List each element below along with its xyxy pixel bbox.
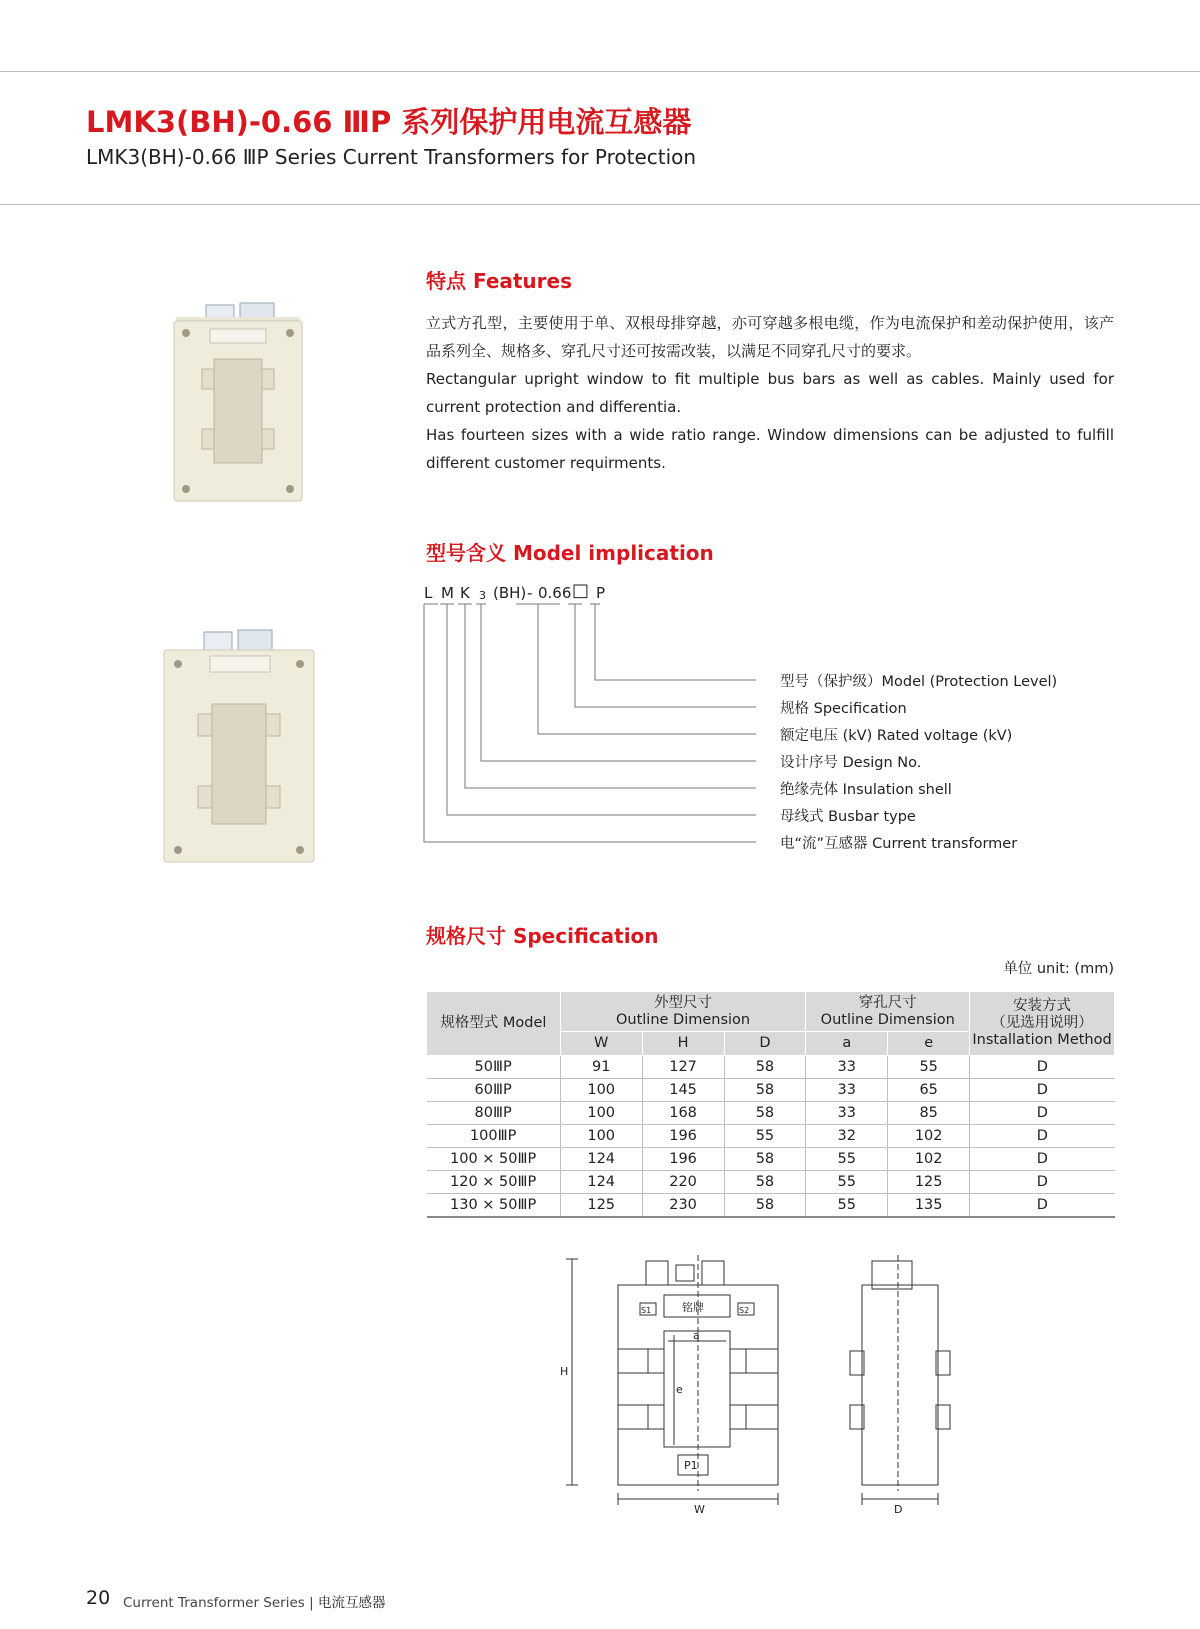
- page-title: LMK3(BH)-0.66 ⅢP 系列保护用电流互感器: [86, 105, 692, 139]
- code-part-bh: (BH): [493, 584, 527, 602]
- code-part-k: K: [460, 584, 470, 602]
- table-row: 60ⅢP 100 145 58 33 65 D: [427, 1079, 1115, 1102]
- header-rule: [0, 204, 1200, 205]
- code-part-dash: -: [527, 584, 533, 602]
- header-e: e: [888, 1032, 970, 1056]
- features-paragraph-en-2: Has fourteen sizes with a wide ratio range. Window dimensions can be adjusted to fulfill different customer requirments.: [426, 426, 1114, 472]
- code-part-3: 3: [479, 589, 486, 602]
- header-w: W: [560, 1032, 642, 1056]
- side-view-drawing: [850, 1255, 970, 1515]
- table-row: 100ⅢP 100 196 55 32 102 D: [427, 1125, 1115, 1148]
- front-view-drawing: [560, 1255, 800, 1515]
- code-part-p: P: [596, 584, 606, 602]
- features-heading: 特点 Features: [426, 269, 573, 293]
- header-window: 穿孔尺寸 Outline Dimension: [806, 992, 970, 1032]
- unit-label: 单位 unit: (mm): [1003, 961, 1114, 977]
- features-text: [426, 309, 1114, 477]
- table-row: 80ⅢP 100 168 58 33 85 D: [427, 1102, 1115, 1125]
- header-a: a: [806, 1032, 888, 1056]
- model-row-specification: 规格 Specification: [780, 701, 907, 717]
- footer-series-cn: 电流互感器: [317, 1595, 386, 1611]
- model-row-design-no: 设计序号 Design No.: [780, 755, 922, 771]
- s1-label: S1: [641, 1306, 652, 1315]
- features-paragraph-en-1: Rectangular upright window to fit multiple bus bars as well as cables. Mainly used for current protection and differentia.: [426, 370, 1114, 416]
- features-paragraph-cn: 立式方孔型，主要使用于单、双根母排穿越，亦可穿越多根电缆，作为电流保护和差动保护使用，该产品系列全、规格多、穿孔尺寸还可按需改装，以满足不同穿孔尺寸的要求。: [426, 314, 1114, 360]
- model-row-protection-level: 型号（保护级）Model (Protection Level): [780, 674, 1058, 690]
- dim-d-label: D: [894, 1503, 903, 1516]
- specification-table: [426, 991, 1115, 1218]
- s2-label: S2: [739, 1306, 750, 1315]
- dim-w-label: W: [694, 1503, 705, 1516]
- top-rule: [0, 71, 1200, 72]
- model-bracket-lines: [420, 604, 760, 844]
- dim-a-label: a: [693, 1329, 700, 1342]
- header-install: 安装方式 （见选用说明） Installation Method: [970, 992, 1115, 1056]
- dim-h-label: H: [560, 1365, 569, 1378]
- table-row: 100 × 50ⅢP 124 196 58 55 102 D: [427, 1148, 1115, 1171]
- nameplate-label: 铭牌: [682, 1301, 704, 1314]
- header-h: H: [642, 1032, 724, 1056]
- table-row: 120 × 50ⅢP 124 220 58 55 125 D: [427, 1171, 1115, 1194]
- code-part-l: L: [424, 584, 433, 602]
- code-part-box: □: [572, 580, 590, 601]
- footer-series-en: Current Transformer Series: [123, 1595, 305, 1611]
- header-outline: 外型尺寸 Outline Dimension: [560, 992, 806, 1032]
- product-photo-large: [160, 630, 320, 870]
- footer-divider: |: [309, 1595, 318, 1611]
- footer-series: [123, 1591, 385, 1611]
- model-row-current-transformer: 电“流”互感器 Current transformer: [780, 836, 1018, 852]
- header-model: 规格型式 Model: [427, 992, 561, 1056]
- dim-e-label: e: [676, 1383, 683, 1396]
- code-part-voltage: 0.66: [538, 584, 572, 602]
- table-row: 50ⅢP 91 127 58 33 55 D: [427, 1056, 1115, 1079]
- specification-heading: 规格尺寸 Specification: [426, 924, 659, 948]
- model-row-rated-voltage: 额定电压 (kV) Rated voltage (kV): [780, 728, 1013, 744]
- page-subtitle: LMK3(BH)-0.66 ⅢP Series Current Transformers for Protection: [86, 145, 697, 169]
- header-d: D: [724, 1032, 806, 1056]
- model-row-insulation-shell: 绝缘壳体 Insulation shell: [780, 782, 952, 798]
- table-row: 130 × 50ⅢP 125 230 58 55 135 D: [427, 1194, 1115, 1218]
- page-number: 20: [86, 1587, 111, 1609]
- code-part-m: M: [441, 584, 454, 602]
- product-photo-small: [170, 303, 310, 503]
- model-implication-heading: 型号含义 Model implication: [426, 541, 714, 565]
- p1-label: P1: [684, 1459, 698, 1472]
- model-row-busbar-type: 母线式 Busbar type: [780, 809, 916, 825]
